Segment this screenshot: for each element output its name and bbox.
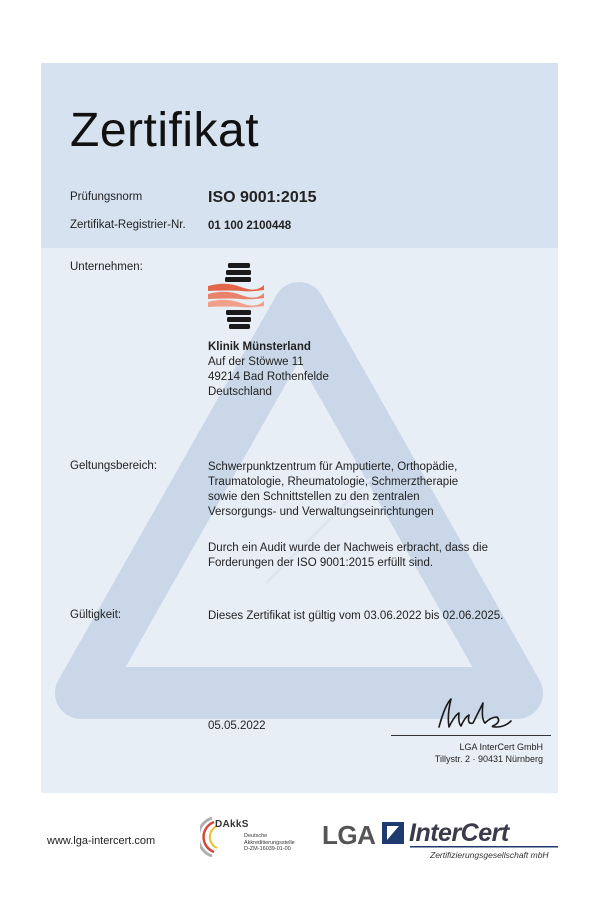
scope-line: Versorgungs- und Verwaltungseinrichtungen [208,506,434,518]
company-label: Unternehmen: [70,261,143,273]
audit-line: Durch ein Audit wurde der Nachweis erbracht, dass die [208,542,488,554]
dakks-name: DAkkS [215,819,249,830]
scope-line: Traumatologie, Rheumatologie, Schmerztherapie [208,476,459,488]
intercert-subtitle: Zertifizierungsgesellschaft mbH [430,850,549,860]
audit-line: Forderungen der ISO 9001:2015 erfüllt sind. [208,557,434,569]
intercert-wordmark: InterCert [409,819,509,847]
registry-label: Zertifikat-Registrier-Nr. [70,219,186,231]
norm-value: ISO 9001:2015 [208,189,317,206]
scope-text [208,460,458,520]
scope-line: Schwerpunktzentrum für Amputierte, Orthopädie, [208,461,458,473]
company-address [208,340,329,400]
watermark-triangle [41,63,558,793]
norm-label: Prüfungsnorm [70,191,143,203]
company-city: 49214 Bad Rothenfelde [208,371,329,383]
dakks-line: Akkreditierungsstelle [244,839,295,846]
certificate-title: Zertifikat [70,104,260,157]
scope-line: sowie den Schnittstellen zu den zentralen [208,491,420,503]
audit-statement [208,541,488,571]
scope-label: Geltungsbereich: [70,460,157,472]
dakks-line: D-ZM-16039-01-00 [244,846,291,852]
signature-icon [431,693,521,733]
company-street: Auf der Stöwwe 11 [208,356,304,368]
company-country: Deutschland [208,386,272,398]
dakks-line: Deutsche [244,833,268,839]
registry-value: 01 100 2100448 [208,220,292,232]
lga-wordmark: LGA [322,820,376,850]
dakks-details [244,833,295,853]
certificate-sheet [41,63,558,793]
issuer-block [435,741,543,765]
issuer-address: Tillystr. 2 · 90431 Nürnberg [434,754,543,764]
validity-label: Gültigkeit: [70,609,122,621]
klinik-logo-icon [206,261,266,331]
validity-text: Dieses Zertifikat ist gültig vom 03.06.2022 bis 02.06.2025. [208,610,504,622]
website-link[interactable]: www.lga-intercert.com [47,835,156,847]
signature-line [391,735,551,736]
issuer-name: LGA InterCert GmbH [459,742,543,752]
issue-date: 05.05.2022 [208,720,266,732]
company-name: Klinik Münsterland [208,341,311,353]
